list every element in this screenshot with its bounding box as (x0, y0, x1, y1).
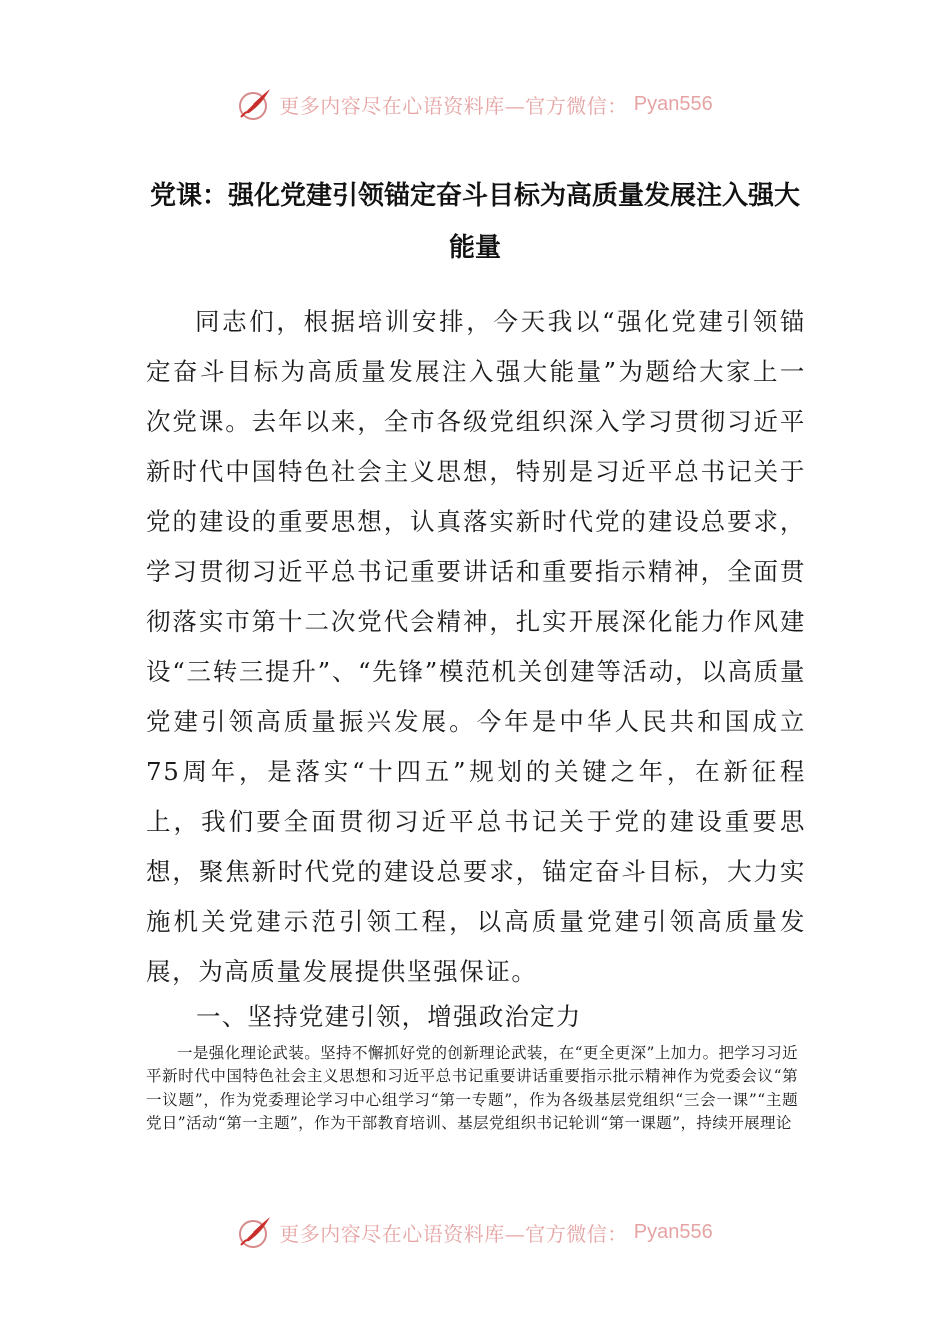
watermark-text: 更多内容尽在心语资料库—官方微信： (279, 1221, 628, 1246)
watermark-header (0, 84, 950, 124)
document-title: 党课：强化党建引领锚定奋斗目标为高质量发展注入强大能量 (149, 181, 800, 263)
watermark-wechat-id: Pyan556 (633, 1220, 713, 1243)
intro-paragraph: 同志们，根据培训安排，今天我以“强化党建引领锚定奋斗目标为高质量发展注入强大能量”为题给大家上一次党课。去年以来，全市各级党组织深入学习贯彻习近平新时代中国特色社会主义思想，特别是习近平总书记关于党的建设的重要思想，认真落实新时代党的建设总要求，学习贯彻习近平总书记重要讲话和重要指示精神，全面贯彻落实市第十二次党代会精神，扎实开展深化能力作风建设“三转三提升”、“先锋”模范机关创建等活动，以高质量党建引领高质量振兴发展。今年是中华人民共和国成立75周年，是落实“十四五”规划的关键之年，在新征程上，我们要全面贯彻习近平总书记关于党的建设重要思想，聚焦新时代党的建设总要求，锚定奋斗目标，大力实施机关党建示范引领工程，以高质量党建引领高质量发展，为高质量发展提供坚强保证。 (146, 307, 806, 986)
watermark-footer (0, 1212, 950, 1252)
watermark-text: 更多内容尽在心语资料库—官方微信： (279, 93, 628, 118)
section-heading-1: 一、坚持党建引领，增强政治定力 (196, 1002, 582, 1031)
quill-logo-icon (237, 1214, 273, 1250)
quill-logo-icon (237, 86, 273, 122)
section-1-paragraph: 一是强化理论武装。坚持不懈抓好党的创新理论武装，在“更全更深”上加力。把学习习近平新时代中国特色社会主义思想和习近平总书记重要讲话重要指示批示精神作为党委会议“第一议题”，作为党委理论学习中心组学习“第一专题”，作为各级基层党组织“三会一课”“主题党日”活动“第一主题”，作为干部教育培训、基层党组织书记轮训“第一课题”，持续开展理论 (146, 1044, 798, 1133)
watermark-wechat-id: Pyan556 (633, 92, 713, 115)
